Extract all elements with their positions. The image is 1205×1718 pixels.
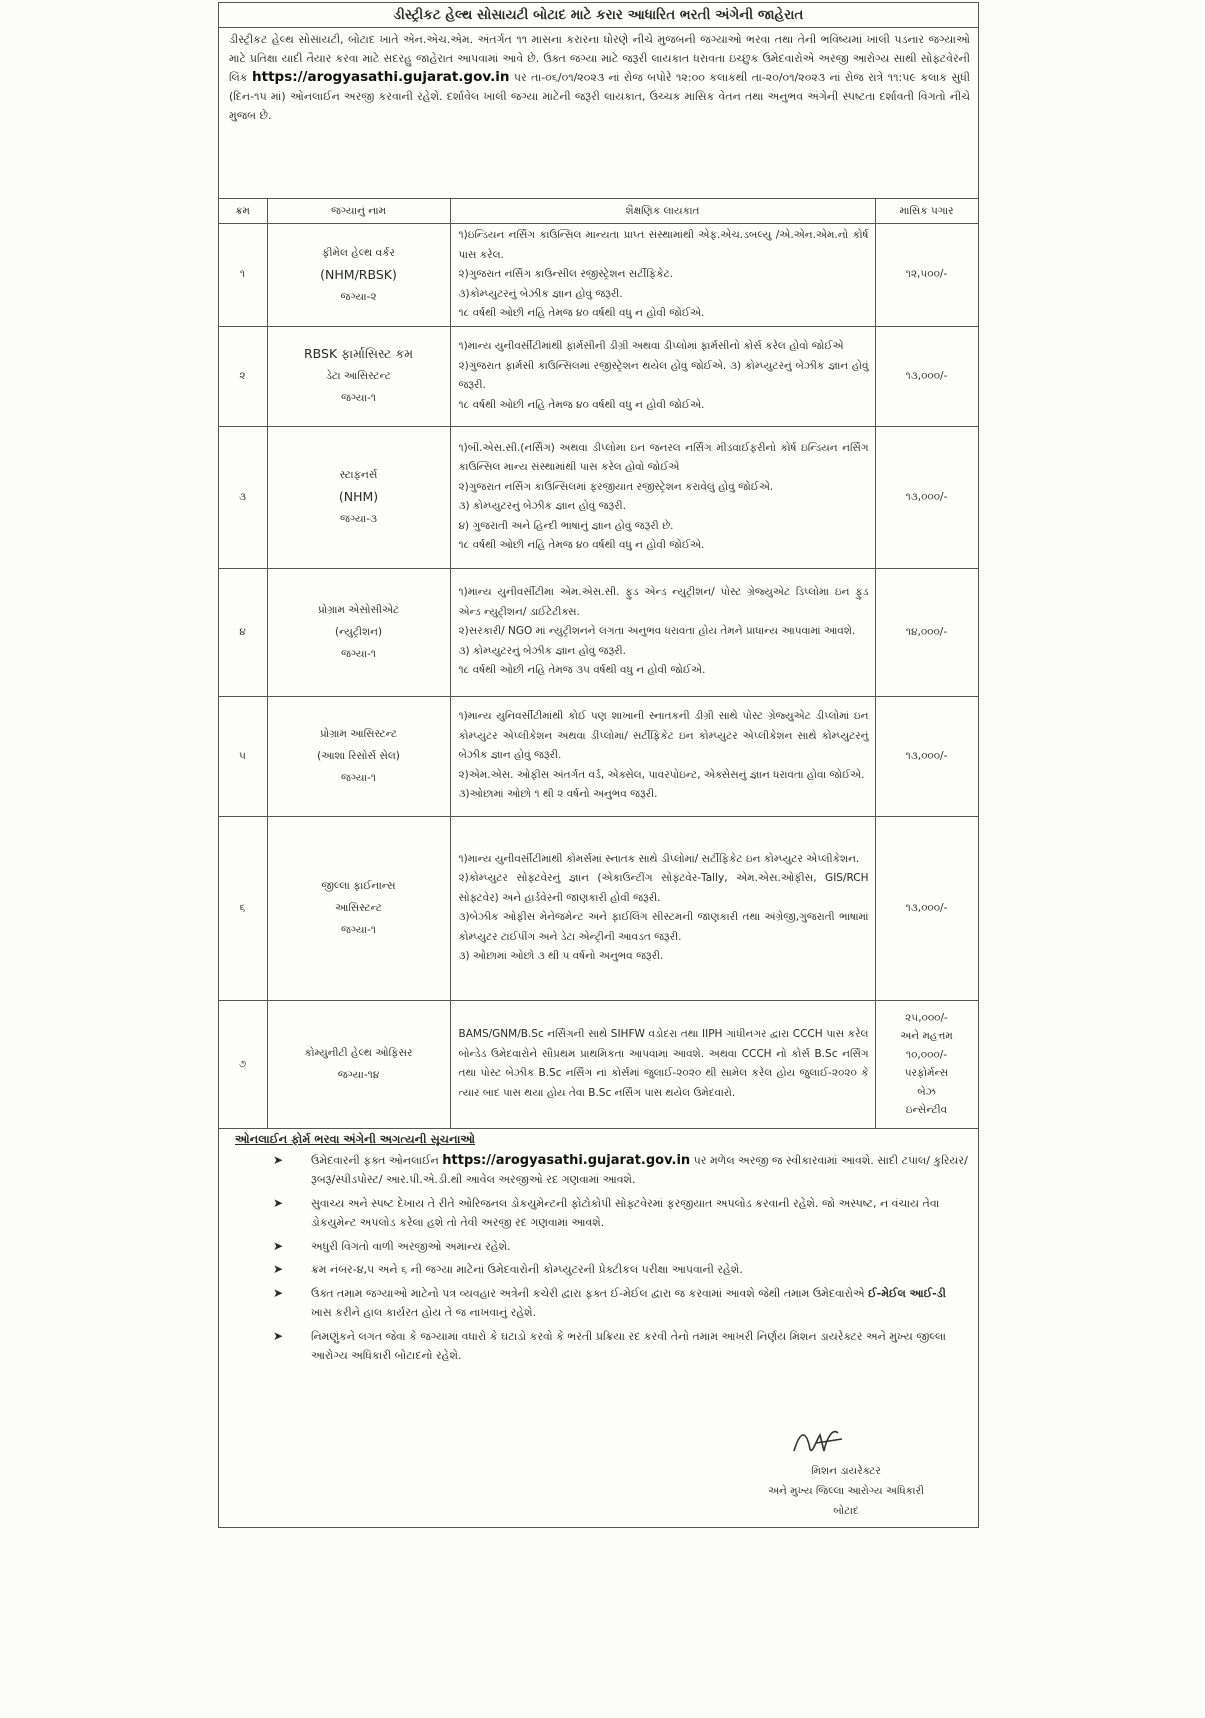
post-line: જગ્યા-૨ xyxy=(340,290,377,303)
table-row xyxy=(218,426,978,568)
arrow-bullet-icon: ➤ xyxy=(273,1285,284,1300)
table-row xyxy=(218,224,978,327)
qualification xyxy=(450,816,875,1000)
monthly-pay: ૧૩,૦૦૦/- xyxy=(875,426,978,568)
pay-line: ૧૦,૦૦૦/- xyxy=(905,1048,948,1061)
instruction-text: પર મળેલ અરજી જ સ્વીકારવામાં આવશે. સાદી ટપાલ/ કુરિયર/ રૂબરૂ/સ્પીડપોસ્ટ/ આર.પી.એ.ડી.થી આવેલ અરજીઓ રદ ગણવામાં આવશે. xyxy=(311,1153,968,1186)
arrow-bullet-icon: ➤ xyxy=(273,1262,284,1276)
post-line: જગ્યા-૧૪ xyxy=(337,1069,380,1081)
monthly-pay: ૧૪,૦૦૦/- xyxy=(875,568,978,696)
qual-line: ૩) ઓછામાં ઓછો ૩ થી ૫ વર્ષનો અનુભવ જરૂરી. xyxy=(458,950,664,962)
qual-line: ૧૮ વર્ષથી ઓછી નહિ તેમજ ૪૦ વર્ષથી વધુ ન હોવી જોઈએ. xyxy=(458,539,705,551)
instruction-text: ઉક્ત તમામ જગ્યાઓ માટેનો પત્ર વ્યવહાર અત્રેની કચેરી દ્વારા ફક્ત ઈ-મેઈલ દ્વારા જ કરવામાં આવશે જેથી તમામ ઉમેદવારોએ xyxy=(311,1286,865,1300)
monthly-pay: ૧૩,૦૦૦/- xyxy=(875,326,978,426)
qual-line: ૨)એમ.એસ. ઓફીસ અંતર્ગત વર્ડ, એક્સેલ, પાવરપોઇન્ટ, એક્સેસનું જ્ઞાન ધરાવતા હોવા જોઈએ. xyxy=(458,768,865,781)
post-name xyxy=(267,816,450,1000)
instruction-emphasis: ઈ-મેઈલ આઈ-ડી xyxy=(868,1286,946,1300)
intro-paragraph xyxy=(219,28,978,198)
row-no: ૭ xyxy=(218,1000,267,1128)
instruction-text: નિમણુંકને લગત જેવા કે જગ્યામાં વધારો કે ઘટાડો કરવો કે ભરતી પ્રક્રિયા રદ કરવી તેનો તમામ આખરી નિર્ણય મિશન ડાયરેક્ટર અને મુખ્ય જીલ્લા આરોગ્ય અધિકારી બોટાદનો રહેશે. xyxy=(311,1329,946,1362)
row-no: ૫ xyxy=(218,696,267,816)
instruction-text: ક્રમ નંબર-૪,૫ અને ૬ ની જગ્યા માટેનાં ઉમેદવારોની કોમ્પ્યુટરની પ્રેક્ટીકલ પરીક્ષા આપવાની રહેશે. xyxy=(311,1263,743,1276)
post-line: RBSK ફાર્માસિસ્ટ કમ xyxy=(303,346,414,361)
signatory-place: બોટાદ xyxy=(833,1505,859,1517)
qual-line: ૧)માન્ય યુનીવર્સીટીમા એમ.એસ.સી. ફુડ એન્ડ ન્યુટ્રીશન/ પોસ્ટ ગ્રેજ્યુએટ ડિપ્લોમા ઇન ફુડ એન્ડ ન્યુટ્રીશન/ ડાઈટેટીક્સ. xyxy=(458,586,869,618)
post-name xyxy=(267,224,450,327)
post-name xyxy=(267,426,450,568)
qual-line: ૨)સરકારી/ NGO માં ન્યુટ્રીશનને લગતા અનુભવ ધરાવતા હોય તેમને પ્રાધાન્ય આપવામાં આવશે. xyxy=(458,625,856,638)
qual-line: ૧)માન્ય યુનીવર્સીટીમાંથી કોમર્સમાં સ્નાતક સાથે ડીપ્લોમાં/ સર્ટીફિકેટ ઇન કોમ્પ્યુટર એપ્લીકેશન. xyxy=(458,852,860,865)
pay-line: બેઝ xyxy=(917,1085,936,1098)
instruction-text: સુવાચ્ય અને સ્પષ્ટ દેખાય તે રીતે ઓરિજનલ ડોકયુમેન્ટની ફોટોકોપી સોફ્ટવેરમાં ફરજીયાત અપલોડ કરવાની રહેશે. જો અસ્પષ્ટ, ન વંચાય તેવા ડોકયુમેન્ટ અપલોડ કરેલા હશે તો તેવી અરજી રદ ગણવામાં આવશે. xyxy=(311,1196,940,1229)
instruction-item xyxy=(231,1194,968,1233)
arrow-bullet-icon: ➤ xyxy=(273,1195,284,1210)
qual-line: BAMS/GNM/B.Sc નર્સિંગની સાથે SIHFW વડોદરા તથા IIPH ગાંધીનગર દ્વારા CCCH પાસ કરેલ બોન્ડેડ ઉમેદવારોને સૌપ્રથમ પ્રાથમિકતા આપવામાં આવશે. અથવા CCCH નો કોર્સ B.Sc નર્સિંગ તથા પોસ્ટ બેઝીક B.Sc નર્સિંગ નાં કોર્સમાં જુલાઈ-૨૦૨૦ થી સામેલ કરેલ હોય જુલાઈ-૨૦૨૦ કે ત્યાર બાદ પાસ થયા હોય તેવા B.Sc નર્સિંગ પાસ થયેલ ઉમેદવારો. xyxy=(458,1028,869,1099)
post-line: જગ્યા-૧ xyxy=(340,924,377,936)
arrow-bullet-icon: ➤ xyxy=(273,1152,284,1167)
qual-line: ૩) કોમ્પ્યુટરનું બેઝીક જ્ઞાન હોવું જરૂરી. xyxy=(458,644,626,657)
table-row xyxy=(218,326,978,426)
row-no: ૨ xyxy=(218,326,267,426)
instruction-item xyxy=(231,1327,968,1366)
qualification xyxy=(450,326,875,426)
pay-line: ઇન્સેન્ટીવ xyxy=(905,1104,948,1116)
post-line: જગ્યા-૧ xyxy=(340,772,377,784)
qual-line: ૧)માન્ય યુનીવર્સીટીમાંથી ફાર્મસીની ડીગ્રી અથવા ડીપ્લોમાં ફાર્મસીનો કોર્સ કરેલ હોવો જોઈએ xyxy=(458,340,844,352)
intro-text-2: પર તા-૦૬/૦૧/૨૦૨૩ નાં રોજ બપોરે ૧૨:૦૦ કલાકથી તા-૨૦/૦૧/૨૦૨૩ નાં રોજ રાત્રે ૧૧:૫૯ કલાક સુધી (દિન-૧૫ માં) ઓનલાઈન અરજી કરવાની રહેશે. દર્શાવેલ ખાલી જગ્યા માટેની જરૂરી લાયકાત, ઉચ્ચક માસિક વેતન તથા અનુભવ અંગેની સ્પષ્ટતા દર્શાવતી વિગતો નીચે મુજબ છે. xyxy=(229,71,971,122)
instruction-text: ઉમેદવારની ફક્ત ઓનલાઈન xyxy=(311,1153,439,1167)
post-line: જીલ્લા ફાઈનાન્સ xyxy=(321,880,396,892)
table-header-row xyxy=(218,199,978,224)
post-line: ફીમેલ હેલ્થ વર્કર xyxy=(322,246,395,259)
row-no: ૩ xyxy=(218,426,267,568)
qualification xyxy=(450,1000,875,1128)
post-line: (ન્યુટ્રીશન) xyxy=(334,626,383,638)
instruction-text: ખાસ કરીને હાલ કાર્યરત હોય તે જ નાખવાનું રહેશે. xyxy=(311,1306,537,1319)
qual-line: ૨)ગુજરાત નર્સિંગ કાઉન્સીલ રજીસ્ટ્રેશન સર્ટીફિકેટ. xyxy=(458,268,674,280)
signature-block xyxy=(726,1421,966,1521)
arrow-bullet-icon: ➤ xyxy=(273,1238,284,1253)
handwritten-signature xyxy=(726,1421,966,1461)
qual-line: ૩) કોમ્પ્યુટરનું બેઝીક જ્ઞાન હોવું જરૂરી. xyxy=(458,500,626,512)
pay-line: ૨૫,૦૦૦/- xyxy=(905,1011,948,1024)
post-line: જગ્યા-૧ xyxy=(340,392,377,404)
post-line: (NHM/RBSK) xyxy=(320,266,397,282)
row-no: ૧ xyxy=(218,224,267,327)
monthly-pay: ૧૩,૦૦૦/- xyxy=(875,696,978,816)
monthly-pay xyxy=(875,1000,978,1128)
signatory-title: અને મુખ્ય જિલ્લા આરોગ્ય અધિકારી xyxy=(767,1485,925,1497)
qualification xyxy=(450,224,875,327)
col-header-pay: માસિક પગાર xyxy=(875,199,978,224)
post-name xyxy=(267,1000,450,1128)
portal-link[interactable]: https://arogyasathi.gujarat.gov.in xyxy=(252,69,510,85)
table-row xyxy=(218,1000,978,1128)
qual-line: ૨)કોમ્પ્યુટર સોફ્ટવેરનું જ્ઞાન (એકાઉન્ટીંગ સોફ્ટવેર-Tally, એમ.એસ.ઓફીસ, GIS/RCH સોફ્ટવેર) અને હાર્ડવેરની જાણકારી હોવી જરૂરી. xyxy=(458,872,869,904)
signatory-title: મિશન ડાયરેક્ટર xyxy=(811,1465,881,1477)
post-line: (આશા રિસોર્સ સેલ) xyxy=(317,750,400,762)
qual-line: ૨)ગુજરાત ફાર્મસી કાઉન્સિલમાં રજીસ્ટ્રેશન થયેલ હોવું જોઈએ. ૩) કોમ્પ્યુટરનું બેઝીક જ્ઞાન હોવું જરૂરી. xyxy=(458,359,869,391)
post-line: જગ્યા-૩ xyxy=(340,513,377,525)
qual-line: ૩)બેઝીક ઓફીસ મેનેજમેન્ટ અને ફાઈલિંગ સીસ્ટમની જાણકારી તથા અંગ્રેજી,ગુજરાતી ભાષામાં કોમ્પ્યુટર ટાઈપીંગ અને ડેટા એન્ટ્રીની આવડત જરૂરી. xyxy=(458,911,869,943)
page-title: ડીસ્ટ્રીકટ હેલ્થ સોસાયટી બોટાદ માટે કરાર આધારિત ભરતી અંગેની જાહેરાત xyxy=(219,3,978,28)
pay-line: અને મહત્તમ xyxy=(900,1030,953,1042)
post-line: આસિસ્ટન્ટ xyxy=(335,902,382,914)
col-header-qualification: શૈક્ષણિક લાયકાત xyxy=(450,199,875,224)
qual-line: ૧)માન્ય યુનિવર્સીટીમાંથી કોઈ પણ શાખાની સ્નાતકની ડીગ્રી સાથે પોસ્ટ ગ્રેજ્યુએટ ડીપ્લોમાં ઇન કોમ્પ્યુટર એપ્લીકેશન અથવા ડીપ્લોમાં/ સર્ટીફિકેટ ઇન કોમ્પ્યુટર એપ્લીકેશન સાથે કોમ્પ્યુટરનું બેઝીક જ્ઞાન હોવું જરૂરી. xyxy=(458,710,869,762)
post-line: સ્ટાફનર્સ xyxy=(339,469,378,481)
qualification xyxy=(450,568,875,696)
intro-text-1: ડીસ્ટ્રીકટ હેલ્થ સોસાયટી, બોટાદ ખાતે એન.એચ.એમ. અંતર્ગત ૧૧ માસના કરારના ધોરણે નીચે મુજબની જગ્યાઓ ભરવા તથા તેની ભવિષ્યમાં ખાલી પડનાર જગ્યાઓ માટે પ્રતિક્ષા યાદી તૈયાર કરવા માટે સદરહુ જાહેરાત આપવામાં આવે છે. ઉક્ત જગ્યા માટે જરૂરી લાયકાત ધરાવતા ઇચ્છુક ઉમેદવારોએ અરજી આરોગ્ય સાથી સોફ્ટવેરની લિંક xyxy=(229,33,970,84)
post-line: પ્રોગ્રામ એસોસીએટ xyxy=(317,604,400,616)
qual-line: ૧)ઇન્ડિયન નર્સિંગ કાઉન્સિલ માન્યતા પ્રાપ્ત સંસ્થામાંથી એફ.એચ.ડબલ્યુ /એ.એન.એમ.નો કોર્ષ પાસ કરેલ. xyxy=(458,229,869,261)
monthly-pay: ૧૨,૫૦૦/- xyxy=(875,224,978,327)
post-name xyxy=(267,568,450,696)
post-name xyxy=(267,696,450,816)
qual-line: ૩)કોમ્પ્યુટરનું બેઝીક જ્ઞાન હોવું જરૂરી. xyxy=(458,287,623,300)
qual-line: ૧૮ વર્ષથી ઓછી નહિ તેમજ ૩૫ વર્ષથી વધુ ન હોવી જોઈએ. xyxy=(458,664,706,677)
post-line: ડેટા આસિસ્ટન્ટ xyxy=(326,370,391,382)
advertisement-page xyxy=(218,2,979,1528)
qual-line: ૩)ઓછામાં ઓછો ૧ થી ૨ વર્ષનો અનુભવ જરૂરી. xyxy=(458,788,658,801)
qual-line: ૪) ગુજરાતી અને હિન્દી ભાષાનું જ્ઞાન હોવું જરૂરી છે. xyxy=(458,519,674,532)
qualification xyxy=(450,426,875,568)
row-no: ૪ xyxy=(218,568,267,696)
col-header-no: ક્રમ xyxy=(218,199,267,224)
instruction-item xyxy=(231,1151,968,1190)
portal-link[interactable]: https://arogyasathi.gujarat.gov.in xyxy=(442,1152,691,1168)
instructions-section xyxy=(219,1132,978,1366)
col-header-post: જગ્યાનું નામ xyxy=(267,199,450,224)
qual-line: ૧)બી.એસ.સી.(નર્સિંગ) અથવા ડીપ્લોમા ઇન જનરલ નર્સિંગ મીડવાઈફરીનો કોર્ષ ઇન્ડિયન નર્સિંગ કાઉન્સિલ માન્ય સંસ્થામાંથી પાસ કરેલ હોવો જોઈએ xyxy=(458,441,869,473)
post-line: પ્રોગ્રામ આસિસ્ટન્ટ xyxy=(319,728,398,740)
qual-line: ૧૮ વર્ષથી ઓછી નહિ તેમજ ૪૦ વર્ષથી વધુ ન હોવી જોઈએ. xyxy=(458,398,705,411)
monthly-pay: ૧૩,૦૦૦/- xyxy=(875,816,978,1000)
instructions-heading: ઓનલાઈન ફોર્મ ભરવા અંગેની અગત્યની સૂચનાઓ xyxy=(235,1131,476,1146)
pay-line: પરફોર્મન્સ xyxy=(904,1067,949,1079)
instruction-item xyxy=(231,1237,968,1257)
qual-line: ૨)ગુજરાત નર્સિંગ કાઉન્સિલમાં ફરજીયાત રજીસ્ટ્રેશન કરાવેલું હોવું જોઈએ. xyxy=(458,480,774,493)
table-row xyxy=(218,696,978,816)
instruction-text: અધુરી વિગતો વાળી અરજીઓ અમાન્ય રહેશે. xyxy=(311,1239,511,1253)
post-line: કોમ્યુનીટી હેલ્થ ઓફિસર xyxy=(304,1047,413,1059)
post-line: (NHM) xyxy=(338,489,379,504)
table-row xyxy=(218,816,978,1000)
signature-scribble-icon xyxy=(786,1421,856,1461)
row-no: ૬ xyxy=(218,816,267,1000)
post-line: જગ્યા-૧ xyxy=(340,648,377,660)
arrow-bullet-icon: ➤ xyxy=(273,1328,284,1343)
qualification xyxy=(450,696,875,816)
post-name xyxy=(267,326,450,426)
qual-line: ૧૮ વર્ષથી ઓછી નહિ તેમજ ૪૦ વર્ષથી વધુ ન હોવી જોઈએ. xyxy=(458,307,705,319)
vacancy-table xyxy=(218,198,979,1129)
table-row xyxy=(218,568,978,696)
instruction-item xyxy=(231,1260,968,1280)
instruction-item xyxy=(231,1284,968,1323)
